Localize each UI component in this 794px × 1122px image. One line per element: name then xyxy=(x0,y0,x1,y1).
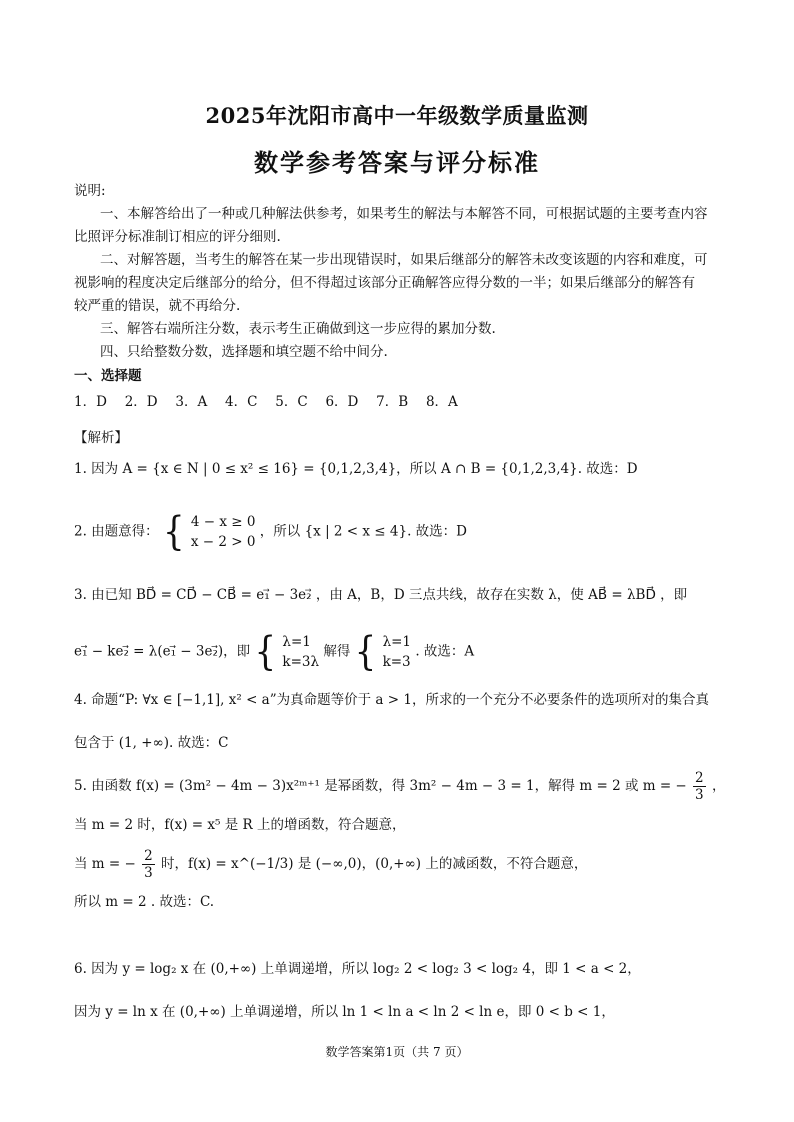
s5-l1-pre: 5. 由函数 f(x) = (3m² − 4m − 3)x²ᵐ⁺¹ 是幂函数，得 3m² − 4m − 3 = 1，解得 m = 2 或 m = − xyxy=(74,778,687,794)
solution-5-line4: 所以 m = 2 . 故选：C. xyxy=(74,894,215,910)
solution-2 xyxy=(74,509,467,555)
page-title: 2025年沈阳市高中一年级数学质量监测 xyxy=(205,103,589,128)
solution-6-line1: 6. 因为 y = log₂ x 在 (0,+∞) 上单调递增，所以 log₂ 2 < log₂ 3 < log₂ 4，即 1 < a < 2， xyxy=(74,961,641,977)
section-heading: 一、选择题 xyxy=(74,368,142,384)
note-1a: 一、本解答给出了一种或几种解法供参考，如果考生的解法与本解答不同，可根据试题的主要考查内容 xyxy=(100,206,708,222)
s3-post: . 故选：A xyxy=(415,643,475,660)
s3-b2-row2: k=3 xyxy=(382,654,411,670)
s2-row1: 4 − x ≥ 0 xyxy=(190,514,256,530)
s3-mid: 解得 xyxy=(323,643,351,660)
page-subtitle: 数学参考答案与评分标准 xyxy=(254,148,540,177)
solution-4-line2: 包含于 (1, +∞). 故选：C xyxy=(74,735,229,751)
analysis-label: 【解析】 xyxy=(74,430,128,446)
solution-6-line2: 因为 y = ln x 在 (0,+∞) 上单调递增，所以 ln 1 < ln a < ln 2 < ln e，即 0 < b < 1， xyxy=(74,1004,615,1020)
frac-num: 2 xyxy=(695,770,704,786)
note-3: 三、解答右端所注分数，表示考生正确做到这一步应得的累加分数. xyxy=(100,321,496,337)
s5-l3-pre: 当 m = − xyxy=(74,856,136,872)
s3-pre: e₁⃗ − ke₂⃗ = λ(e₁⃗ − 3e₂⃗)，即 xyxy=(74,643,251,660)
page-footer: 数学答案第1页（共 7 页） xyxy=(325,1045,469,1059)
left-brace: { xyxy=(354,629,377,675)
answer-key: 1．D 2．D 3．A 4．C 5．C 6．D 7．B 8．A xyxy=(74,394,458,410)
s3-system-2 xyxy=(383,632,411,672)
s5-l1-post: ， xyxy=(711,778,726,794)
solution-3-line2 xyxy=(74,629,475,675)
notes-label: 说明: xyxy=(74,183,106,199)
s2-pre: 2. 由题意得： xyxy=(74,523,159,540)
fraction-two-thirds xyxy=(693,770,706,803)
solution-1: 1. 因为 A = {x ∈ N | 0 ≤ x² ≤ 16} = {0,1,2,3,4}，所以 A ∩ B = {0,1,2,3,4}. 故选：D xyxy=(74,461,638,477)
solution-5-line2: 当 m = 2 时，f(x) = x⁵ 是 R 上的增函数，符合题意， xyxy=(74,817,406,833)
note-1b: 比照评分标准制订相应的评分细则. xyxy=(74,229,281,245)
solution-3-line1: 3. 由已知 BD⃗ = CD⃗ − CB⃗ = e₁⃗ − 3e₂⃗ ，由 A，B，D 三点共线，故存在实数 λ，使 AB⃗ = λBD⃗ ，即 xyxy=(74,587,688,603)
s3-b1-row1: λ=1 xyxy=(282,634,311,650)
left-brace: { xyxy=(254,629,277,675)
fraction-two-thirds xyxy=(142,848,155,881)
s2-row2: x − 2 > 0 xyxy=(190,534,256,550)
s5-l3-post: 时，f(x) = x^(−1/3) 是 (−∞,0)，(0,+∞) 上的减函数，不符合题意， xyxy=(161,856,588,872)
s3-b2-row1: λ=1 xyxy=(382,634,412,650)
solution-5-line1 xyxy=(74,770,725,803)
note-4: 四、只给整数分数，选择题和填空题不给中间分. xyxy=(100,344,388,360)
note-2a: 二、对解答题，当考生的解答在某一步出现错误时，如果后继部分的解答未改变该题的内容和难度，可 xyxy=(100,252,708,268)
frac-num: 2 xyxy=(144,848,153,864)
s2-system xyxy=(191,512,256,552)
note-2b: 视影响的程度决定后继部分的给分，但不得超过该部分正确解答应得分数的一半；如果后继部分的解答有 xyxy=(74,275,695,291)
frac-den: 3 xyxy=(695,787,704,803)
s3-system-1 xyxy=(282,632,319,672)
solution-5-line3 xyxy=(74,848,587,881)
s2-post: ，所以 {x | 2 < x ≤ 4}. 故选：D xyxy=(259,523,467,540)
left-brace: { xyxy=(162,509,185,555)
frac-den: 3 xyxy=(144,865,153,881)
s3-b1-row2: k=3λ xyxy=(282,654,320,670)
solution-4-line1: 4. 命题“P: ∀x ∈ [−1,1], x² < a”为真命题等价于 a > 1，所求的一个充分不必要条件的选项所对的集合真 xyxy=(74,692,709,708)
note-2c: 较严重的错误，就不再给分. xyxy=(74,298,241,314)
